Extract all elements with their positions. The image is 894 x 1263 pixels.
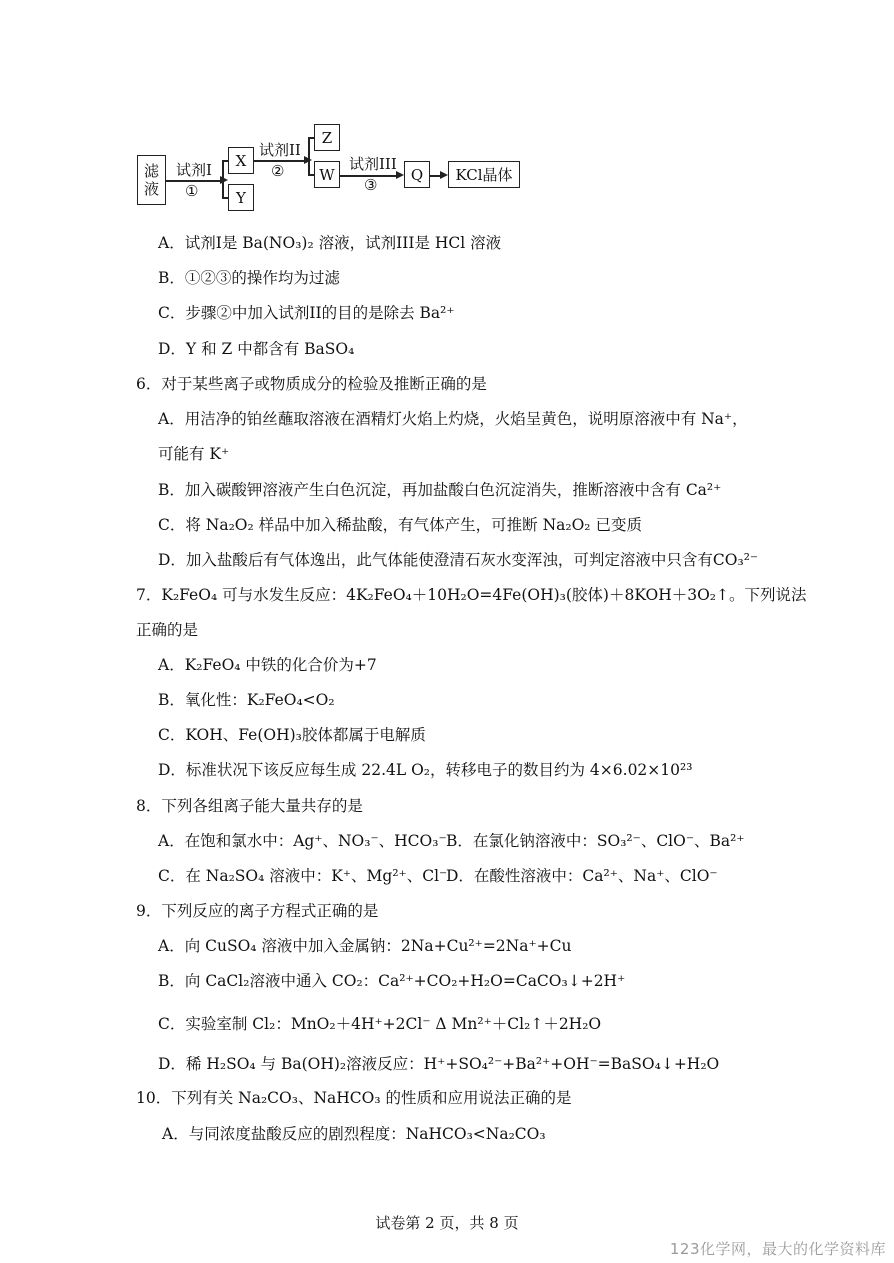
q8-option-b: B．在氯化钠溶液中：SO₃²⁻、ClO⁻、Ba²⁺ [446, 832, 745, 850]
q5-option-b: B．①②③的操作均为过滤 [158, 269, 340, 287]
x-box [228, 147, 254, 174]
branch-1-vertical [222, 160, 224, 198]
reagent-1-label: 试剂I [176, 161, 212, 179]
q8-option-c: C．在 Na₂SO₄ 溶液中：K⁺、Mg²⁺、Cl⁻ [158, 867, 448, 885]
q5-option-d: D．Y 和 Z 中都含有 BaSO₄ [158, 340, 355, 358]
q6-option-c: C．将 Na₂O₂ 样品中加入稀盐酸，有气体产生，可推断 Na₂O₂ 已变质 [158, 516, 642, 534]
q7-option-c: C．KOH、Fe(OH)₃胶体都属于电解质 [158, 726, 426, 744]
q9-option-d: D．稀 H₂SO₄ 与 Ba(OH)₂溶液反应：H⁺+SO₄²⁻+Ba²⁺+OH⁻=BaSO₄↓+H₂O [158, 1055, 720, 1073]
q7-option-b: B．氧化性：K₂FeO₄<O₂ [158, 691, 335, 709]
q-label: Q [410, 165, 424, 184]
z-label: Z [321, 128, 333, 147]
filtrate-box [137, 155, 166, 205]
q7-option-d: D．标准状况下该反应每生成 22.4L O₂，转移电子的数目约为 4×6.02×10²³ [158, 761, 693, 779]
reagent-3-label: 试剂III [349, 155, 397, 173]
arrow-4-line [430, 175, 440, 177]
reagent-2-label: 试剂II [259, 141, 301, 159]
q7-option-a: A．K₂FeO₄ 中铁的化合价为+7 [158, 656, 377, 674]
q6-option-d: D．加入盐酸后有气体逸出，此气体能使澄清石灰水变浑浊，可判定溶液中只含有CO₃²⁻ [158, 551, 759, 569]
y-label: Y [236, 188, 246, 207]
q5-option-a: A．试剂I是 Ba(NO₃)₂ 溶液，试剂III是 HCl 溶液 [158, 234, 502, 252]
filtrate-label: 滤液 [143, 162, 159, 198]
q8-stem: 8．下列各组离子能大量共存的是 [136, 797, 363, 815]
q7-stem-line2: 正确的是 [136, 621, 199, 639]
q10-option-a: A．与同浓度盐酸反应的剧烈程度：NaHCO₃<Na₂CO₃ [162, 1125, 546, 1143]
q6-option-a-line2: 可能有 K⁺ [158, 445, 230, 463]
q7-stem-line1: 7．K₂FeO₄ 可与水发生反应：4K₂FeO₄＋10H₂O=4Fe(OH)₃(胶体)＋8KOH＋3O₂↑。下列说法 [136, 586, 807, 604]
watermark-text: 123化学网，最大的化学资料库 [669, 1240, 886, 1258]
w-label: W [319, 165, 335, 184]
kcl-box [448, 161, 520, 188]
q10-stem: 10．下列有关 Na₂CO₃、NaHCO₃ 的性质和应用说法正确的是 [136, 1089, 572, 1107]
q5-option-c: C．步骤②中加入试剂II的目的是除去 Ba²⁺ [158, 304, 455, 322]
arrow-4-head [440, 171, 448, 179]
arrow-3-head [396, 171, 404, 179]
q8-option-a: A．在饱和氯水中：Ag⁺、NO₃⁻、HCO₃⁻ [158, 832, 447, 850]
q8-option-d: D．在酸性溶液中：Ca²⁺、Na⁺、ClO⁻ [446, 867, 718, 885]
q9-option-b: B．向 CaCl₂溶液中通入 CO₂：Ca²⁺+CO₂+H₂O=CaCO₃↓+2H⁺ [158, 972, 626, 990]
q6-option-b: B．加入碳酸钾溶液产生白色沉淀，再加盐酸白色沉淀消失，推断溶液中含有 Ca²⁺ [158, 481, 722, 499]
q9-stem: 9．下列反应的离子方程式正确的是 [136, 902, 379, 920]
step-3-label: ③ [364, 176, 378, 194]
q6-option-a-line1: A．用洁净的铂丝蘸取溶液在酒精灯火焰上灼烧，火焰呈黄色，说明原溶液中有 Na⁺， [158, 410, 748, 428]
step-1-label: ① [185, 182, 199, 200]
q9-option-c: C．实验室制 Cl₂：MnO₂＋4H⁺+2Cl⁻ Δ Mn²⁺＋Cl₂↑＋2H₂O [158, 1015, 602, 1033]
kcl-label: KCl晶体 [455, 165, 513, 184]
x-label: X [235, 151, 247, 170]
q6-stem: 6．对于某些离子或物质成分的检验及推断正确的是 [136, 375, 487, 393]
q-box [404, 161, 430, 188]
step-2-label: ② [271, 162, 285, 180]
branch-2-vertical [308, 137, 310, 175]
w-box [314, 161, 340, 188]
page-footer: 试卷第 2 页，共 8 页 [375, 1214, 519, 1232]
y-box [228, 184, 254, 211]
q9-option-a: A．向 CuSO₄ 溶液中加入金属钠：2Na+Cu²⁺=2Na⁺+Cu [158, 937, 572, 955]
flow-diagram [0, 0, 894, 230]
z-box [314, 124, 340, 151]
